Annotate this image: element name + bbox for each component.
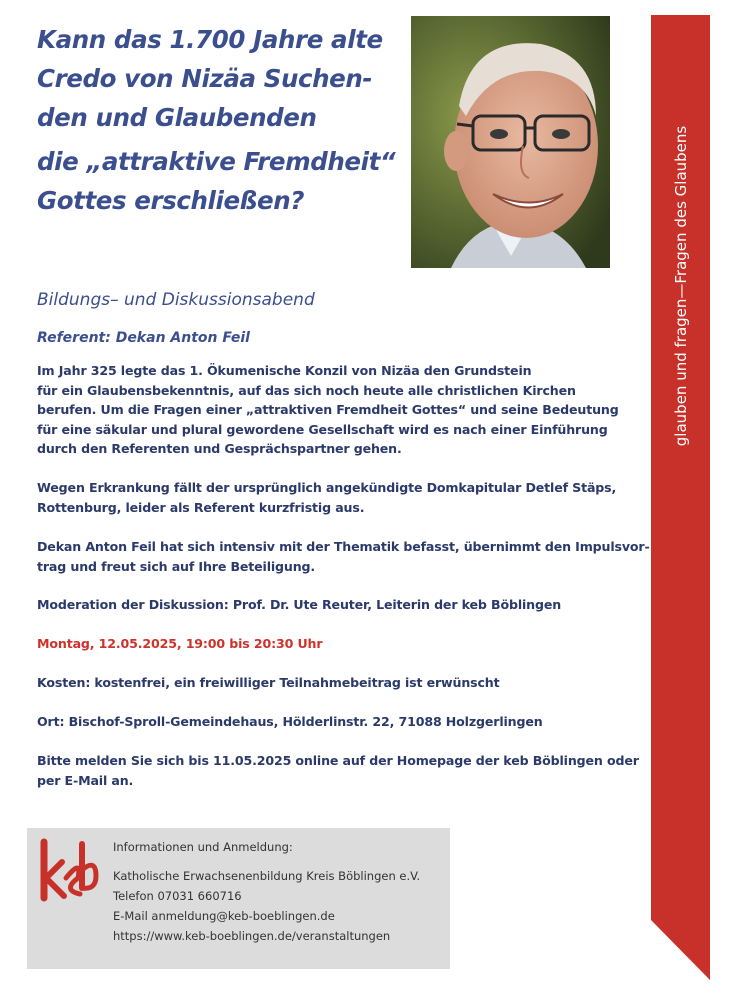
costs-paragraph <box>37 673 627 693</box>
website-link[interactable]: https://www.keb-boeblingen.de/veranstaltungen <box>113 929 391 943</box>
referent-line: Referent: Dekan Anton Feil <box>37 330 250 346</box>
dekan-paragraph <box>37 537 650 576</box>
text-line: Bitte melden Sie sich bis 11.05.2025 online auf der Homepage der keb Böblingen oder <box>37 753 639 768</box>
intro-paragraph <box>37 361 627 459</box>
text-line: für eine säkular und plural gewordene Gesellschaft wird es nach einer Einführung <box>37 421 608 437</box>
org-name: Katholische Erwachsenenbildung Kreis Böblingen e.V. <box>113 869 421 883</box>
text-line: Wegen Erkrankung fällt der ursprünglich angekündigte Domkapitular Detlef Stäps, <box>37 480 617 495</box>
info-title: Informationen und Anmeldung: <box>113 840 293 854</box>
moderation-paragraph <box>37 595 627 615</box>
email: E-Mail anmeldung@keb-boeblingen.de <box>113 909 335 923</box>
title-line: Credo von Nizäa Suchen- <box>37 64 373 93</box>
text-line: Moderation der Diskussion: Prof. Dr. Ute Reuter, Leiterin der keb Böblingen <box>37 597 562 612</box>
keb-logo <box>38 838 100 904</box>
title-line: Kann das 1.700 Jahre alte <box>37 25 383 54</box>
text-line: berufen. Um die Fragen einer „attraktiven Fremdheit Gottes“ und seine Bedeutung <box>37 402 619 417</box>
location-paragraph <box>37 712 627 732</box>
title-line: die „attraktive Fremdheit“ <box>37 147 396 176</box>
text-line: trag und freut sich auf Ihre Beteiligung. <box>37 558 316 574</box>
illness-paragraph <box>37 478 627 517</box>
contact-info <box>113 866 420 946</box>
banner-text: glauben und fragen—Fragen des Glaubens <box>672 125 690 447</box>
text-line: Kosten: kostenfrei, ein freiwilliger Teilnahmebeitrag ist erwünscht <box>37 675 500 690</box>
title-line: Gottes erschließen? <box>37 186 305 215</box>
title-line: den und Glaubenden <box>37 103 317 132</box>
registration-paragraph <box>37 751 639 790</box>
text-line: Im Jahr 325 legte das 1. Ökumenische Konzil von Nizäa den Grundstein <box>37 363 532 378</box>
text-line: für ein Glaubensbekenntnis, auf das sich noch heute alle christlichen Kirchen <box>37 382 576 398</box>
speaker-portrait <box>411 16 610 268</box>
text-line: Ort: Bischof-Sproll-Gemeindehaus, Hölderlinstr. 22, 71088 Holzgerlingen <box>37 714 543 729</box>
text-line: Montag, 12.05.2025, 19:00 bis 20:30 Uhr <box>37 636 323 651</box>
text-line: Dekan Anton Feil hat sich intensiv mit der Thematik befasst, übernimmt den Impulsvor- <box>37 539 650 554</box>
text-line: Rottenburg, leider als Referent kurzfristig aus. <box>37 499 365 515</box>
text-line: durch den Referenten und Gesprächspartner gehen. <box>37 441 402 456</box>
event-date <box>37 634 627 654</box>
event-subtitle: Bildungs– und Diskussionsabend <box>37 290 315 310</box>
phone: Telefon 07031 660716 <box>113 889 242 903</box>
text-line: per E-Mail an. <box>37 772 134 788</box>
